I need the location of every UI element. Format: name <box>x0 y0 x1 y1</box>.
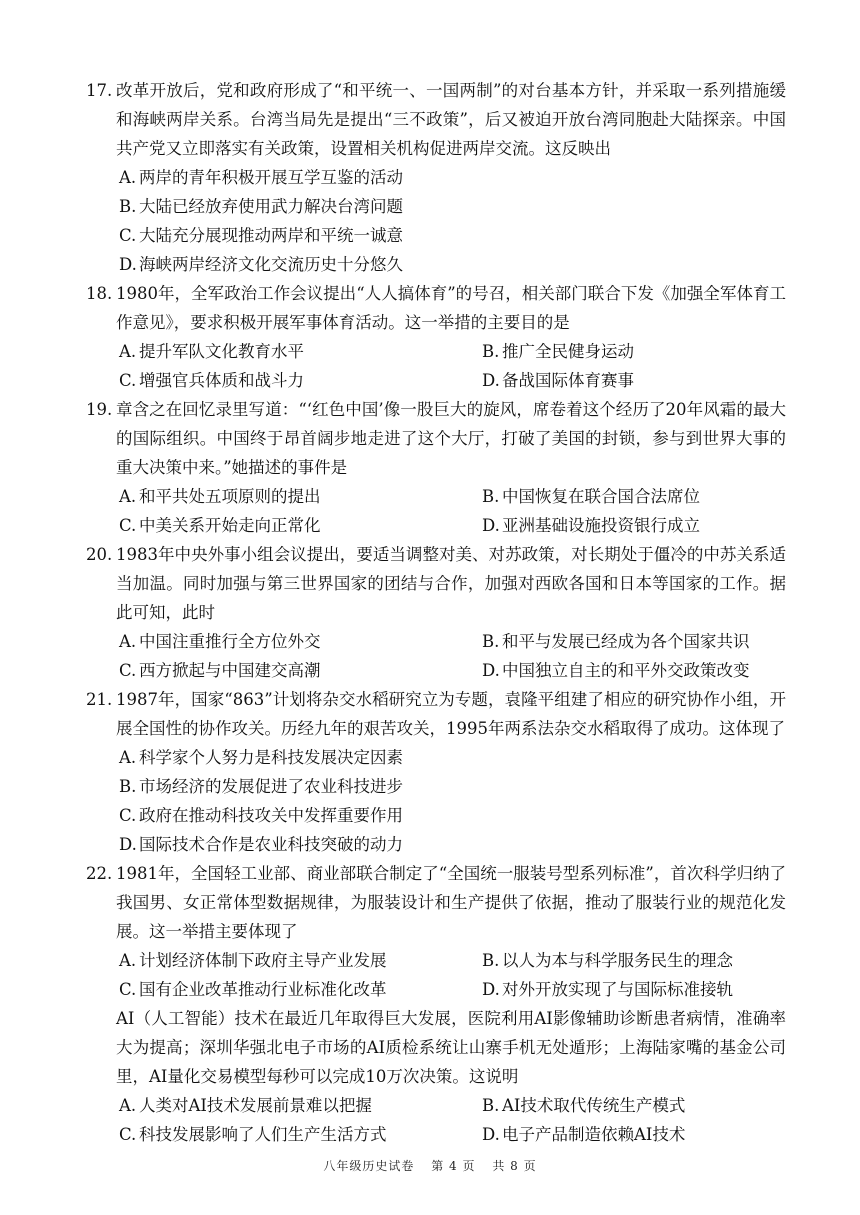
option-label: D. <box>119 835 137 854</box>
question-text: 章含之在回忆录里写道：“‘红色中国’像一股巨大的旋风，席卷着这个经历了20年风霜的最大的国际组织。中国终于昂首阔步地走进了这个大厅，打破了美国的封锁，参与到世界大事的重大决策中来。”她描述的事件是 <box>116 400 786 477</box>
question-text: 1981年，全国轻工业部、商业部联合制定了“全国统一服装号型系列标准”，首次科学归纳了我国男、女正常体型数据规律，为服装设计和生产提供了依据，推动了服装行业的规范化发展。这一举措主要体现了 <box>116 864 786 941</box>
option-label: A. <box>119 951 137 970</box>
option-label: A. <box>119 1096 137 1115</box>
option-text: AI技术取代传统生产模式 <box>502 1096 686 1115</box>
option-list <box>86 163 786 279</box>
option-text: 科技发展影响了人们生产生活方式 <box>139 1125 387 1144</box>
option-text: 海峡两岸经济文化交流历史十分悠久 <box>139 255 403 274</box>
option-label: B. <box>482 951 500 970</box>
option-label: C. <box>119 661 137 680</box>
question-text: AI（人工智能）技术在最近几年取得巨大发展，医院利用AI影像辅助诊断患者病情，准确率大为提高；深圳华强北电子市场的AI质检系统让山寨手机无处遁形；上海陆家嘴的基金公司里，AI量化交易模型每秒可以完成10万次决策。这说明 <box>116 1009 786 1086</box>
option-c <box>119 801 403 830</box>
option-list <box>86 1091 786 1149</box>
option-d <box>119 830 403 859</box>
option-a <box>119 482 482 511</box>
option-a <box>119 1091 482 1120</box>
option-text: 推广全民健身运动 <box>502 342 634 361</box>
question-stem <box>86 76 786 163</box>
option-d <box>482 975 733 1004</box>
option-text: 中美关系开始走向正常化 <box>139 516 321 535</box>
option-b <box>482 627 750 656</box>
option-label: A. <box>119 342 137 361</box>
question-21 <box>86 685 786 859</box>
option-label: B. <box>482 1096 500 1115</box>
question-number: 22. <box>86 864 113 883</box>
question-text: 1980年，全军政治工作会议提出“人人搞体育”的号召，相关部门联合下发《加强全军体育工作意见》，要求积极开展军事体育活动。这一举措的主要目的是 <box>116 284 786 332</box>
option-text: 对外开放实现了与国际标准接轨 <box>502 980 733 999</box>
question-19 <box>86 395 786 540</box>
question-number: 18. <box>86 284 113 303</box>
option-label: C. <box>119 371 137 390</box>
option-a <box>119 946 482 975</box>
option-c <box>119 975 482 1004</box>
question-list <box>86 76 786 1149</box>
question-22 <box>86 859 786 1004</box>
page-total: 共 8 页 <box>492 1159 537 1173</box>
option-a <box>119 627 482 656</box>
option-d <box>119 250 403 279</box>
option-a <box>119 163 403 192</box>
question-stem <box>86 395 786 482</box>
option-label: C. <box>119 980 137 999</box>
question-text: 改革开放后，党和政府形成了“和平统一、一国两制”的对台基本方针，并采取一系列措施缓和海峡两岸关系。台湾当局先是提出“三不政策”，后又被迫开放台湾同胞赴大陆探亲。中国共产党又立即落实有关政策，设置相关机构促进两岸交流。这反映出 <box>116 81 786 158</box>
option-text: 国际技术合作是农业科技突破的动力 <box>139 835 403 854</box>
option-text: 科学家个人努力是科技发展决定因素 <box>139 748 403 767</box>
option-label: D. <box>482 980 500 999</box>
option-list <box>86 743 786 859</box>
option-label: A. <box>119 748 137 767</box>
option-b <box>119 192 403 221</box>
option-label: C. <box>119 516 137 535</box>
option-c <box>119 221 403 250</box>
option-text: 中国独立自主的和平外交政策改变 <box>502 661 750 680</box>
option-list <box>86 627 786 685</box>
option-c <box>119 1120 482 1149</box>
option-a <box>119 337 482 366</box>
option-c <box>119 366 482 395</box>
option-label: D. <box>482 371 500 390</box>
option-text: 两岸的青年积极开展互学互鉴的活动 <box>139 168 403 187</box>
question-number: 21. <box>86 690 113 709</box>
question-17 <box>86 76 786 279</box>
question-text: 1983年中央外事小组会议提出，要适当调整对美、对苏政策，对长期处于僵冷的中苏关系适当加温。同时加强与第三世界国家的团结与合作，加强对西欧各国和日本等国家的工作。据此可知，此时 <box>116 545 786 622</box>
option-text: 国有企业改革推动行业标准化改革 <box>139 980 387 999</box>
option-label: A. <box>119 487 137 506</box>
question-18 <box>86 279 786 395</box>
option-label: C. <box>119 1125 137 1144</box>
option-text: 提升军队文化教育水平 <box>139 342 304 361</box>
option-text: 亚洲基础设施投资银行成立 <box>502 516 700 535</box>
page-number: 第 4 页 <box>431 1159 476 1173</box>
option-label: D. <box>482 1125 500 1144</box>
option-label: A. <box>119 632 137 651</box>
option-label: B. <box>482 632 500 651</box>
option-label: B. <box>119 777 137 796</box>
option-b <box>119 772 403 801</box>
option-label: D. <box>119 255 137 274</box>
question-stem <box>86 540 786 627</box>
option-list <box>86 482 786 540</box>
option-text: 以人为本与科学服务民生的理念 <box>502 951 733 970</box>
option-label: C. <box>119 226 137 245</box>
option-text: 大陆充分展现推动两岸和平统一诚意 <box>139 226 403 245</box>
option-a <box>119 743 403 772</box>
option-text: 备战国际体育赛事 <box>502 371 634 390</box>
option-text: 政府在推动科技攻关中发挥重要作用 <box>139 806 403 825</box>
option-d <box>482 656 750 685</box>
option-text: 电子产品制造依赖AI技术 <box>502 1125 686 1144</box>
option-label: D. <box>482 516 500 535</box>
option-list <box>86 337 786 395</box>
option-b <box>482 337 634 366</box>
question-number: 17. <box>86 81 113 100</box>
option-text: 和平与发展已经成为各个国家共识 <box>502 632 750 651</box>
option-d <box>482 511 700 540</box>
question-text: 1987年，国家“863”计划将杂交水稻研究立为专题，袁隆平组建了相应的研究协作小组，开展全国性的协作攻关。历经九年的艰苦攻关，1995年两系法杂交水稻取得了成功。这体现了 <box>116 690 786 738</box>
option-text: 增强官兵体质和战斗力 <box>139 371 304 390</box>
question-stem <box>86 685 786 743</box>
question-number <box>86 1004 116 1091</box>
option-label: B. <box>119 197 137 216</box>
question-stem <box>86 279 786 337</box>
option-list <box>86 946 786 1004</box>
option-text: 市场经济的发展促进了农业科技进步 <box>139 777 403 796</box>
question-number: 20. <box>86 545 113 564</box>
option-c <box>119 656 482 685</box>
question-20 <box>86 540 786 685</box>
option-c <box>119 511 482 540</box>
option-b <box>482 1091 685 1120</box>
option-label: D. <box>482 661 500 680</box>
question-23 <box>86 1004 786 1149</box>
option-label: C. <box>119 806 137 825</box>
question-number: 19. <box>86 400 113 419</box>
option-text: 大陆已经放弃使用武力解决台湾问题 <box>139 197 403 216</box>
page-footer <box>0 1157 860 1174</box>
option-text: 中国恢复在联合国合法席位 <box>502 487 700 506</box>
option-d <box>482 1120 685 1149</box>
question-stem <box>86 1004 786 1091</box>
option-text: 和平共处五项原则的提出 <box>139 487 321 506</box>
option-text: 西方掀起与中国建交高潮 <box>139 661 321 680</box>
option-text: 人类对AI技术发展前景难以把握 <box>139 1096 372 1115</box>
option-b <box>482 946 733 975</box>
question-stem <box>86 859 786 946</box>
option-label: A. <box>119 168 137 187</box>
option-d <box>482 366 634 395</box>
exam-title: 八年级历史试卷 <box>323 1159 415 1173</box>
option-b <box>482 482 700 511</box>
option-text: 中国注重推行全方位外交 <box>139 632 321 651</box>
option-label: B. <box>482 487 500 506</box>
option-label: B. <box>482 342 500 361</box>
option-text: 计划经济体制下政府主导产业发展 <box>139 951 387 970</box>
